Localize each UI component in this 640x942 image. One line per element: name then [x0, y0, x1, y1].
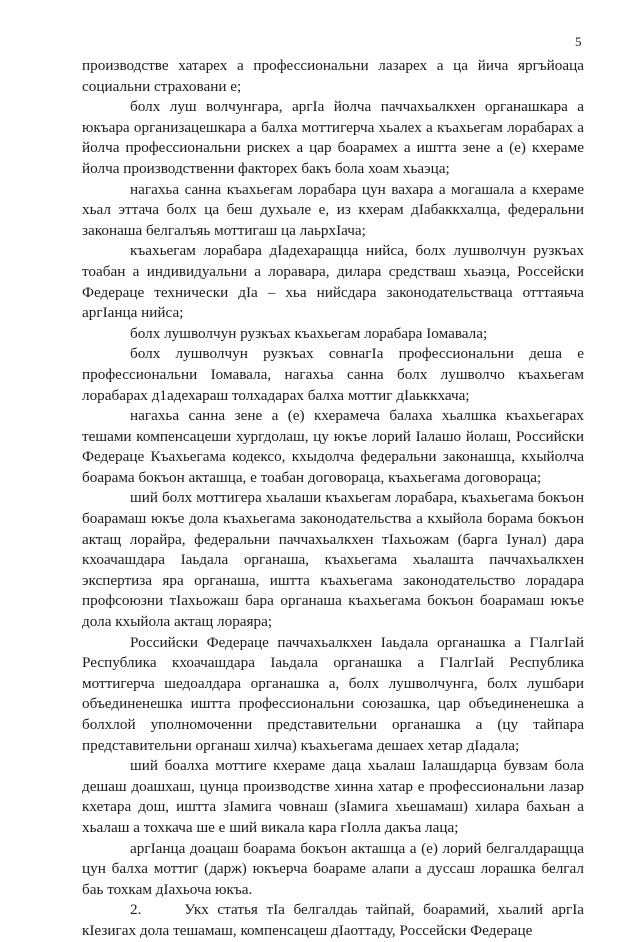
- document-body: [82, 56, 584, 942]
- paragraph: ший болх моттигера хьалаши къахьегам лорабара, къахьегама бокъон боарамаш юкъе дола къахьегама законодательства а кхыйола борама бокъон актащ лорайра, федеральни паччахьалкхен тІахьожам (барга Іунал) дара кхоачашдара Іаьдала органаша, къахьегама хьалашта паччахьалкхен экспертиза яра органаша, иштта къахьегама законодательство лорадара профсоюзни тІахьожаш бара органаша къахьегама бокъон боарамаш юкъе дола кхыйола актащ лораяра;: [82, 489, 584, 631]
- numbered-paragraph: [82, 900, 584, 941]
- item-number: 2.: [130, 901, 142, 919]
- item-text: Укх статья тІа белгалдаь тайпай, боарамий, хьалий аргІа кІезигах дола тешамаш, компенсацеш дІаоттаду, Россейски Федераце: [82, 901, 584, 939]
- paragraph: нагахьа санна зене а (е) кхерамеча балаха хьалшка къахьегарах тешами компенсацеши хургдолаш, цу юкъе лорий Іалашо йолаш, Российски Федераце Къахьегама кодексо, кхыдолча федеральни законашца, кхыйолча боарама бокъон акташца, е тоабан договораца, къахьегама договораца;: [82, 407, 584, 486]
- paragraph: болх лушволчун рузкъах къахьегам лорабара Іомавала;: [130, 324, 488, 342]
- page-number: 5: [575, 34, 582, 49]
- paragraph: производстве хатарех а профессиональни лазарех а ца йича яргъйоаца социальни страховани е;: [82, 57, 584, 95]
- paragraph: аргІанца доацаш боарама бокъон акташца а (е) лорий белгалдаращца цун балха моттиг (дарж) юкъерча боараме алапи а дуссаш лорашка белгал бaь тохкам дІахьоча юкъа.: [82, 839, 584, 898]
- paragraph: Российски Федераце паччахьалкхен Іаьдала органашка а ГІалгІай Республика кхоачашдара Іаьдала органашка а ГІалгІай Республика моттигерча шедоалдара органашка а, болх лушволчунга, болх лушбари объединенешка иштта профессиональни союзашка, цар объединенешка а болхлой уполномоченни представительни органашка а (цу тайпара представительни органаш хилча) къахьегама дешаех хетар дІадала;: [82, 633, 584, 754]
- paragraph: болх луш волчунгара, аргІа йолча паччахьалкхен органашкара а юкъара организацешкара а балха моттигерча хьалех а къахьегам лорабарах а йолча профессиональни рискех а цар боарамех а иштта зене а (е) кхераме йолча производственни факторех бакъ бола хоам хьаэца;: [82, 98, 584, 177]
- paragraph: къахьегам лорабара дІадехаращца нийса, болх лушволчун рузкъах тоабан а индивидуальни а лоравара, дилара средстваш хьаэца, Россейски Федераце технически дІа – хьа нийсдара законодательстваца отттаяьча аргІанца нийса;: [82, 242, 584, 322]
- paragraph: ший боалха моттиге кхераме даца хьалаш Іалашдарца бувзам бола дешаш доашхаш, цунца производстве хинна хатар е профессиональни лазар кхетара дош, иштта зІамига човнаш (зІамига хьешамаш) хилара бахьан а хьалаш а тохкача ше е ший викала кара гІолла дакъа лаца;: [82, 757, 584, 836]
- paragraph: нагахьа санна къахьегам лорабара цун вахара а могашала а кхераме хьал эттача болх ца беш духьале е, из кхерам дІабаккхалца, федеральни законаша белгалъяь моттигаш ца лаьрхІача;: [82, 180, 584, 239]
- paragraph: болх лушволчун рузкъах совнагІа профессиональни деша е профессиональни Іомавала, нагахьа санна болх лушволчо къахьегам лорабарах д1адехараш толхадарах балха моттиг дІаьккхача;: [82, 345, 584, 404]
